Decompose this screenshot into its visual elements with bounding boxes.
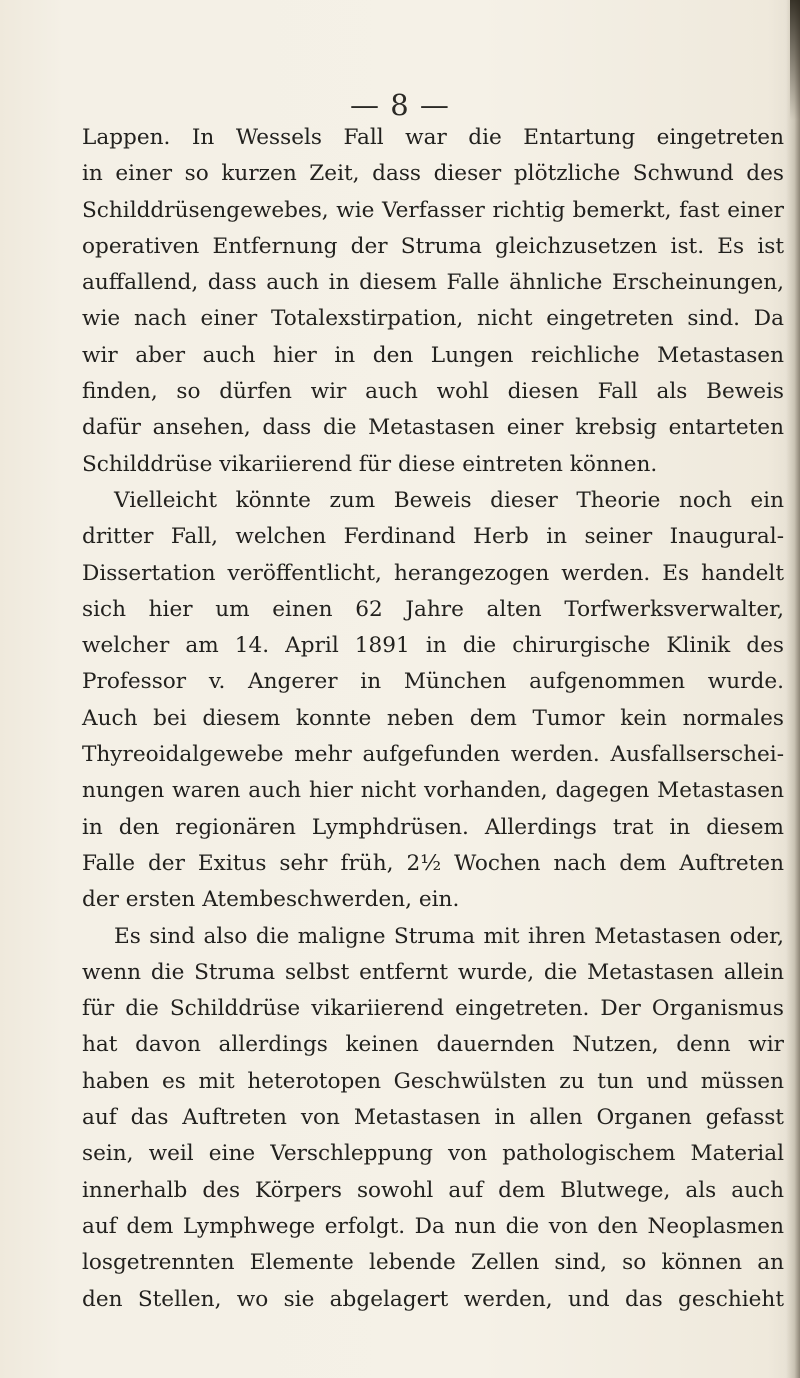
text-line: der ersten Atembeschwerden, ein.: [82, 887, 460, 913]
text-line: Schilddrüse vikariierend für diese eintreten können.: [82, 451, 658, 477]
text-line: wir aber auch hier in den Lungen reichliche Metastasen: [82, 342, 784, 368]
page-number: — 8 —: [350, 88, 450, 122]
text-line: operativen Entfernung der Struma gleichzusetzen ist. Es ist: [82, 233, 784, 259]
body-text: [82, 120, 784, 1318]
text-line: wie nach einer Totalexstirpation, nicht eingetreten sind. Da: [82, 306, 784, 332]
page-edge-shadow: [786, 0, 800, 1378]
text-line: dafür ansehen, dass die Metastasen einer krebsig entarteten: [82, 415, 784, 441]
text-line: Es sind also die maligne Struma mit ihren Metastasen oder,: [114, 923, 784, 949]
text-line: für die Schilddrüse vikariierend eingetreten. Der Organismus: [82, 996, 784, 1022]
text-line: Schilddrüsengewebes, wie Verfasser richtig bemerkt, fast einer: [82, 197, 784, 223]
text-line: Professor v. Angerer in München aufgenommen wurde.: [82, 669, 784, 695]
text-line: welcher am 14. April 1891 in die chirurgische Klinik des: [82, 633, 784, 659]
text-line: innerhalb des Körpers sowohl auf dem Blutwege, als auch: [82, 1177, 784, 1203]
text-line: Dissertation veröffentlicht, herangezogen werden. Es handelt: [82, 560, 784, 586]
text-line: in den regionären Lymphdrüsen. Allerdings trat in diesem: [82, 814, 784, 840]
text-line: finden, so dürfen wir auch wohl diesen Fall als Beweis: [82, 379, 784, 405]
text-line: auf das Auftreten von Metastasen in allen Organen gefasst: [82, 1105, 784, 1131]
text-line: sich hier um einen 62 Jahre alten Torfwerksverwalter,: [82, 596, 784, 622]
text-line: Auch bei diesem konnte neben dem Tumor kein normales: [82, 705, 784, 731]
text-line: Thyreoidalgewebe mehr aufgefunden werden. Ausfallserschei-: [82, 742, 784, 768]
text-line: Vielleicht könnte zum Beweis dieser Theorie noch ein: [114, 487, 784, 513]
text-line: dritter Fall, welchen Ferdinand Herb in seiner Inaugural-: [82, 524, 784, 550]
text-line: den Stellen, wo sie abgelagert werden, und das geschieht: [82, 1286, 784, 1312]
text-line: auf dem Lymphwege erfolgt. Da nun die von den Neoplasmen: [82, 1213, 784, 1239]
text-line: wenn die Struma selbst entfernt wurde, die Metastasen allein: [82, 959, 784, 985]
text-line: haben es mit heterotopen Geschwülsten zu tun und müssen: [82, 1068, 784, 1094]
text-line: nungen waren auch hier nicht vorhanden, dagegen Metastasen: [82, 778, 784, 804]
text-line: losgetrennten Elemente lebende Zellen sind, so können an: [82, 1250, 784, 1276]
text-line: hat davon allerdings keinen dauernden Nutzen, denn wir: [82, 1032, 784, 1058]
text-line: Falle der Exitus sehr früh, 2½ Wochen nach dem Auftreten: [82, 850, 784, 876]
text-line: sein, weil eine Verschleppung von pathologischem Material: [82, 1141, 784, 1167]
text-line: auffallend, dass auch in diesem Falle ähnliche Erscheinungen,: [82, 270, 784, 296]
text-line: in einer so kurzen Zeit, dass dieser plötzliche Schwund des: [82, 161, 784, 187]
text-line: Lappen. In Wessels Fall war die Entartung eingetreten: [82, 125, 784, 150]
